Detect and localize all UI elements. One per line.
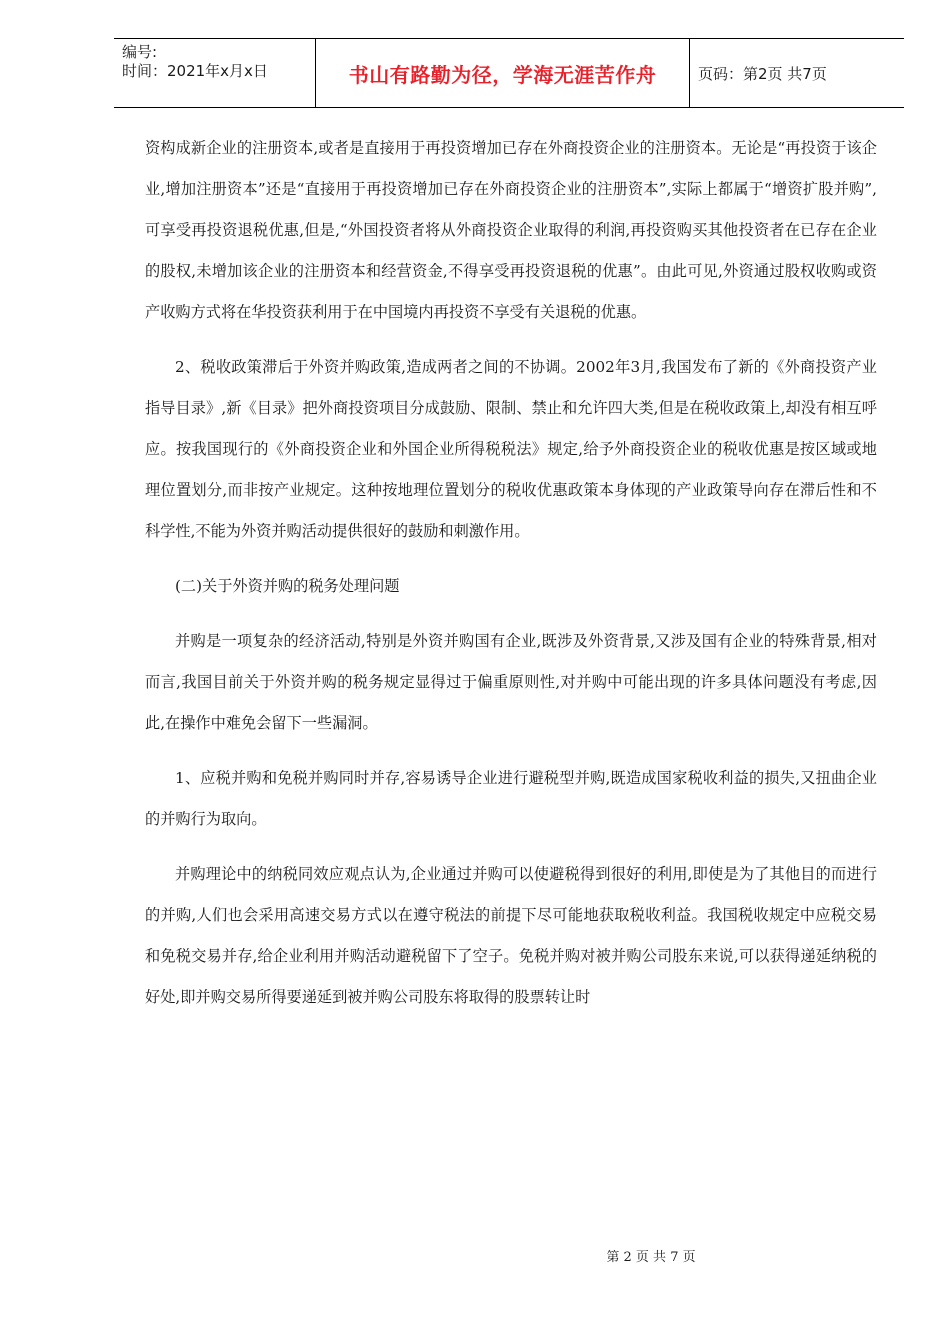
paragraph-5: 并购理论中的纳税同效应观点认为,企业通过并购可以使避税得到很好的利用,即使是为了其他目的而进行的并购,人们也会采用高速交易方式以在遵守税法的前提下尽可能地获取税收利益。我国税收规定中应税交易和免税交易并存,给企业利用并购活动避税留下了空子。免税并购对被并购公司股东来说,可以获得递延纳税的好处,即并购交易所得要递延到被并购公司股东将取得的股票转让时 bbox=[145, 865, 877, 1006]
document-time-label: 时间：2021年x月x日 bbox=[122, 62, 268, 80]
document-body bbox=[145, 128, 877, 1032]
header-page-info: 页码：第2页 共7页 bbox=[698, 64, 827, 83]
paragraph-1: 资构成新企业的注册资本,或者是直接用于再投资增加已存在外商投资企业的注册资本。无论是“再投资于该企业,增加注册资本”还是“直接用于再投资增加已存在外商投资企业的注册资本”,实际上都属于“增资扩股并购”,可享受再投资退税优惠,但是,“外国投资者将从外商投资企业取得的利润,再投资购买其他投资者在已存在企业的股权,未增加该企业的注册资本和经营资金,不得享受再投资退税的优惠”。由此可见,外资通过股权收购或资产收购方式将在华投资获利用于在中国境内再投资不享受有关退税的优惠。 bbox=[145, 139, 877, 321]
paragraph-2: 2、税收政策滞后于外资并购政策,造成两者之间的不协调。2002年3月,我国发布了新的《外商投资产业指导目录》,新《目录》把外商投资项目分成鼓励、限制、禁止和允许四大类,但是在税收政策上,却没有相互呼应。按我国现行的《外商投资企业和外国企业所得税税法》规定,给予外商投资企业的税收优惠是按区域或地理位置划分,而非按产业规定。这种按地理位置划分的税收优惠政策本身体现的产业政策导向存在滞后性和不科学性,不能为外资并购活动提供很好的鼓励和刺激作用。 bbox=[145, 358, 877, 540]
document-number-label: 编号: bbox=[122, 43, 158, 61]
header-motto: 书山有路勤为径，学海无涯苦作舟 bbox=[316, 39, 690, 107]
page-footer bbox=[0, 1246, 950, 1265]
header-meta bbox=[114, 39, 316, 107]
section-heading: (二)关于外资并购的税务处理问题 bbox=[175, 577, 400, 595]
paragraph-4: 1、应税并购和免税并购同时并存,容易诱导企业进行避税型并购,既造成国家税收利益的损失,又扭曲企业的并购行为取向。 bbox=[145, 769, 877, 828]
paragraph-3: 并购是一项复杂的经济活动,特别是外资并购国有企业,既涉及外资背景,又涉及国有企业的特殊背景,相对而言,我国目前关于外资并购的税务规定显得过于偏重原则性,对并购中可能出现的许多具体问题没有考虑,因此,在操作中难免会留下一些漏洞。 bbox=[145, 632, 877, 732]
footer-page-number: 第 2 页 共 7 页 bbox=[606, 1250, 696, 1265]
page-header bbox=[114, 38, 904, 108]
